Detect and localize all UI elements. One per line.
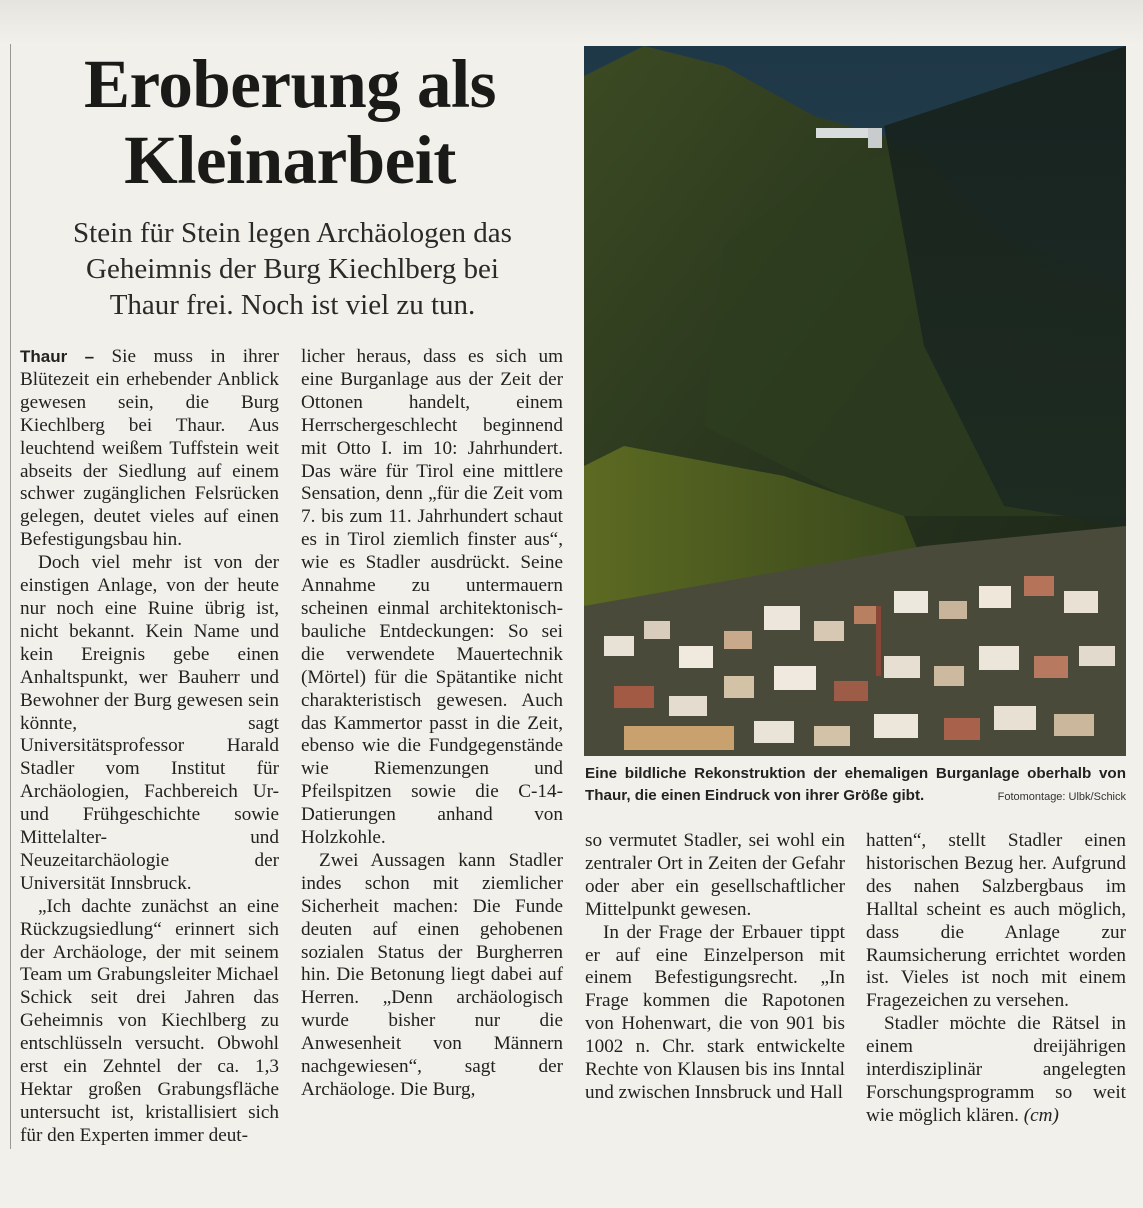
- paragraph: „Ich dachte zunächst an eine Rückzugsiedlung“ erinnert sich der Archäologe, der mit seinem Team um Grabungsleiter Michael Schick seit drei Jahren das Geheimnis von Kiechlberg zu entschlüsseln versucht. Obwohl erst ein Zehntel der ca. 1,3 Hektar großen Grabungsfläche untersucht ist, kristallisiert sich für den Experten immer deut-: [20, 895, 279, 1146]
- paragraph: [20, 346, 279, 552]
- subheadline: [35, 215, 550, 323]
- landscape-illustration: [584, 46, 1126, 756]
- paragraph: In der Frage der Erbauer tippt er auf eine Einzelperson mit einem Befestigungsrecht. „In Frage kommen die Rapotonen von Hohenwart, die von 901 bis 1002 n. Chr. stark entwickelte Rechte von Klausen bis ins Inntal und zwischen Innsbruck und Hall: [585, 921, 845, 1103]
- headline-line-1: Eroberung als: [83, 46, 497, 122]
- photo-caption: Eine bildliche Rekonstruktion der ehemaligen Burganlage oberhalb von Thaur, die einen Eindruck von ihrer Größe gibt.: [585, 765, 1126, 804]
- paragraph-text: Sie muss in ihrer Blütezeit ein erhebender Anblick gewesen sein, die Burg Kiechlberg bei Thaur. Aus leuchtend weißem Tuffstein weit abseits der Siedlung auf einem schwer zugänglichen Felsrücken gelegen, deutet vieles auf einen Befestigungsbau hin.: [20, 346, 279, 551]
- castle-reconstruction-photo: [584, 46, 1126, 756]
- paragraph-text: Stadler möchte die Rätsel in einem dreijährigen interdisziplinär angelegten Forschungsprogramm so weit wie möglich klären.: [866, 1013, 1126, 1126]
- article-column-4: [866, 830, 1126, 1128]
- headline: [30, 46, 550, 198]
- subhead-line-1: Stein für Stein legen Archäologen das: [73, 217, 512, 249]
- adjacent-article-bleed: [0, 0, 1143, 44]
- paragraph: [866, 1013, 1126, 1128]
- author-signature: (cm): [1023, 1104, 1059, 1126]
- article-column-3: [585, 830, 845, 1105]
- castle-ruin-wall: [816, 128, 874, 138]
- photo-credit: Fotomontage: Ulbk/Schick: [997, 791, 1126, 803]
- column-rule-left: [10, 44, 11, 1149]
- subhead-line-2: Geheimnis der Burg Kiechlberg bei: [86, 253, 499, 285]
- headline-line-2: Kleinarbeit: [124, 122, 456, 198]
- subhead-line-3: Thaur frei. Noch ist viel zu tun.: [109, 289, 476, 321]
- castle-tower: [868, 128, 882, 148]
- dateline: Thaur –: [20, 347, 95, 366]
- paragraph: Doch viel mehr ist von der einstigen Anlage, von der heute nur noch eine Ruine übrig ist, nicht bekannt. Kein Name und kein Ereignis gebe einen Anhaltspunkt, wer Bauherr und Bewohner der Burg gewesen sein könnte, sagt Universitätsprofessor Harald Stadler vom Institut für Archäologien, Fachbereich Ur- und Frühgeschichte sowie Mittelalter- und Neuzeitarchäologie der Universität Innsbruck.: [20, 552, 279, 894]
- article-column-1: [20, 346, 279, 1148]
- paragraph: licher heraus, dass es sich um eine Burganlage aus der Zeit der Ottonen handelt, einem Herrschergeschlecht beginnend mit Otto I. im 10: Jahrhundert. Das wäre für Tirol eine mittlere Sensation, denn „für die Zeit vom 7. bis zum 11. Jahrhundert schaut es in Tirol ziemlich finster aus“, wie es Stadler ausdrückt. Seine Annahme zu untermauern scheinen einmal architektonisch-bauliche Entdeckungen: So sei die verwendete Mauertechnik (Mörtel) für die Spätantike nicht charakteristisch gewesen. Auch das Kammertor passt in die Zeit, ebenso wie die Fundgegenstände wie Riemenzungen und Pfeilspitzen sowie die C-14-Datierungen anhand von Holzkohle.: [301, 346, 563, 849]
- paragraph: Zwei Aussagen kann Stadler indes schon mit ziemlicher Sicherheit machen: Die Funde deuten auf einen gehobenen sozialen Status der Burgherren hin. Die Betonung liegt dabei auf Herren. „Denn archäologisch wurde bisher nur die Anwesenheit von Männern nachgewiesen“, sagt der Archäologe. Die Burg,: [301, 849, 563, 1100]
- paragraph: so vermutet Stadler, sei wohl ein zentraler Ort in Zeiten der Gefahr oder aber ein gesellschaftlicher Mittelpunkt gewesen.: [585, 830, 845, 920]
- article-column-2: [301, 346, 563, 1102]
- paragraph: hatten“, stellt Stadler einen historischen Bezug her. Aufgrund des nahen Salzbergbaus im Halltal scheint es auch möglich, dass die Anlage zur Raumsicherung errichtet worden ist. Vieles ist noch mit einem Fragezeichen zu versehen.: [866, 830, 1126, 1012]
